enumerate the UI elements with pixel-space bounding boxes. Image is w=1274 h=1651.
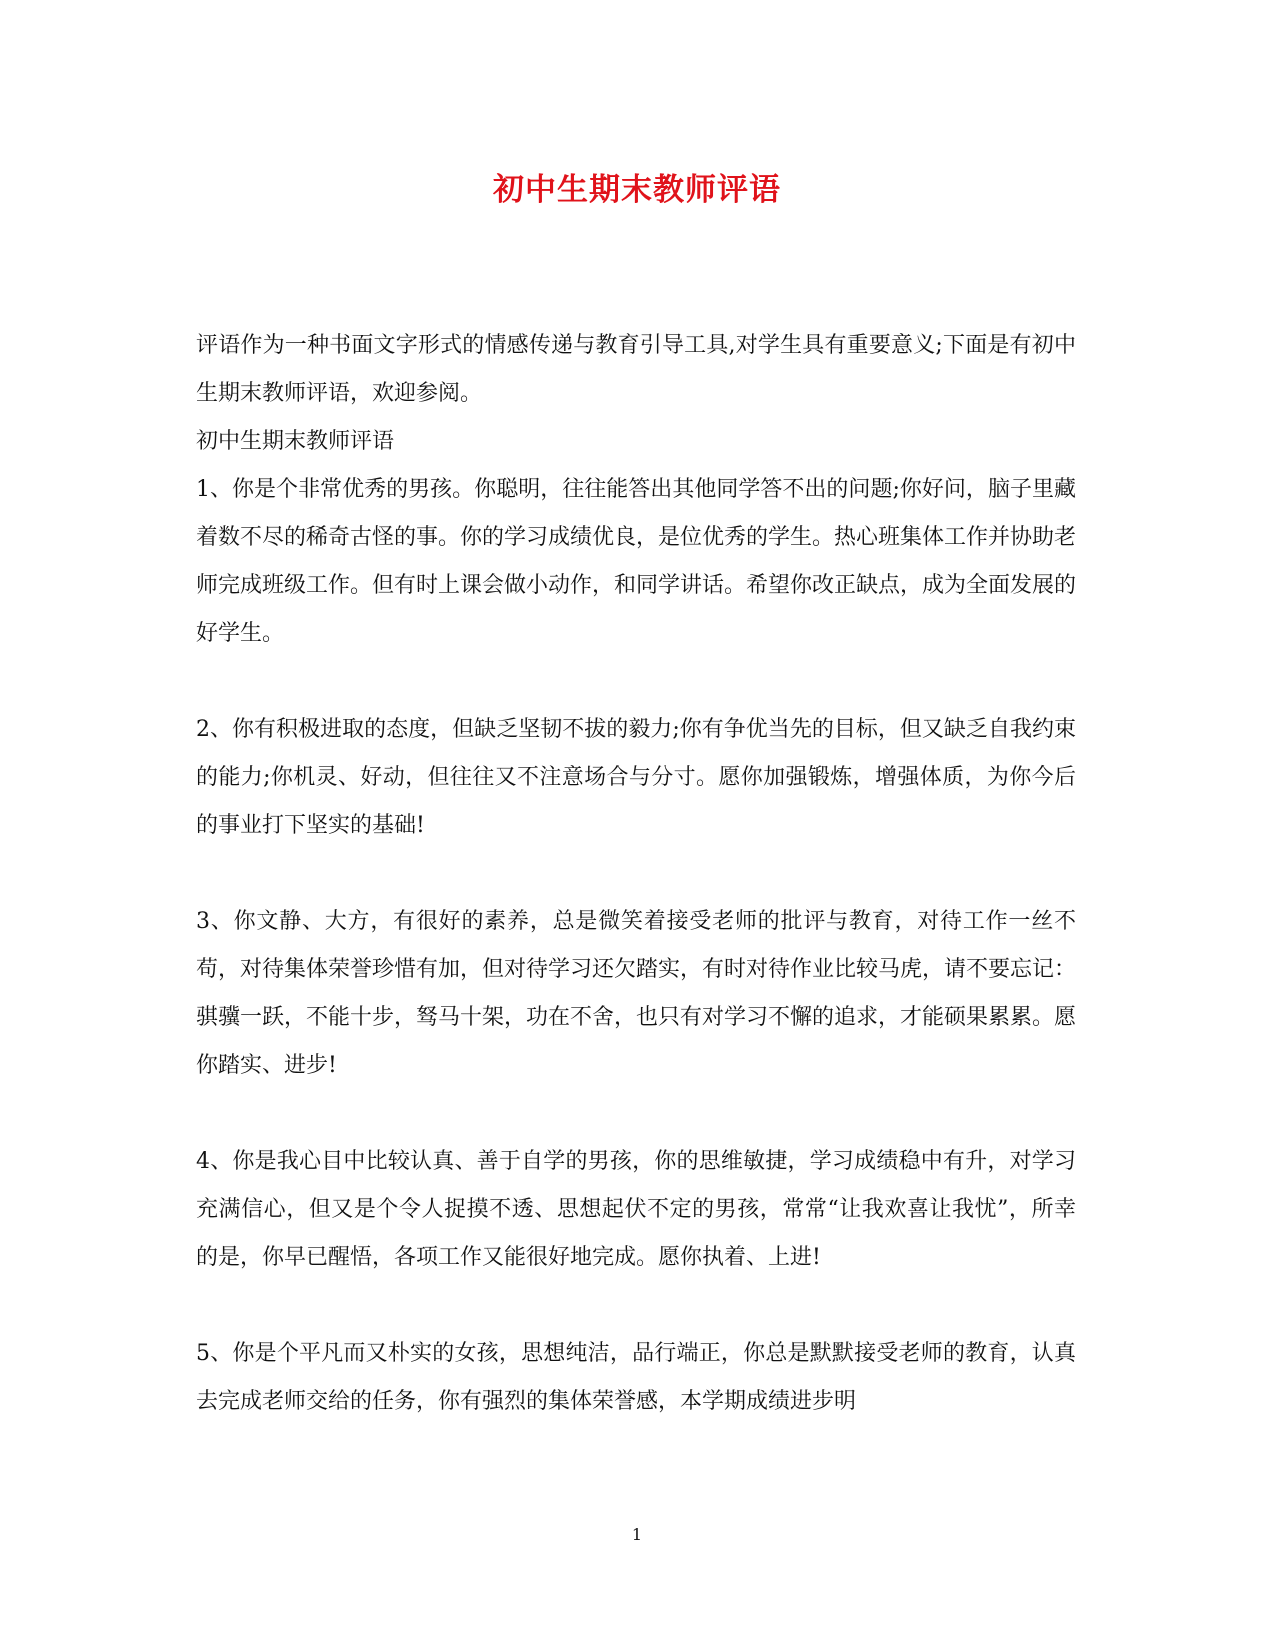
document-body <box>196 322 1076 1426</box>
paragraph-gap <box>196 850 1076 898</box>
document-title: 初中生期末教师评语 <box>493 172 781 208</box>
paragraph-gap <box>196 1282 1076 1330</box>
comment-1: 1、你是个非常优秀的男孩。你聪明，往往能答出其他同学答不出的问题;你好问，脑子里藏着数不尽的稀奇古怪的事。你的学习成绩优良，是位优秀的学生。热心班集体工作并协助老师完成班级工作。但有时上课会做小动作，和同学讲话。希望你改正缺点，成为全面发展的好学生。 <box>196 477 1077 646</box>
paragraph-gap <box>196 1090 1076 1138</box>
subheading: 初中生期末教师评语 <box>196 429 395 454</box>
intro-paragraph: 评语作为一种书面文字形式的情感传递与教育引导工具,对学生具有重要意义;下面是有初中生期末教师评语，欢迎参阅。 <box>196 333 1076 406</box>
comment-3: 3、你文静、大方，有很好的素养，总是微笑着接受老师的批评与教育，对待工作一丝不苟，对待集体荣誉珍惜有加，但对待学习还欠踏实，有时对待作业比较马虎，请不要忘记：骐骥一跃，不能十步，驽马十架，功在不舍，也只有对学习不懈的追求，才能硕果累累。愿你踏实、进步! <box>196 909 1077 1078</box>
comment-5: 5、你是个平凡而又朴实的女孩，思想纯洁，品行端正，你总是默默接受老师的教育，认真去完成老师交给的任务，你有强烈的集体荣誉感，本学期成绩进步明 <box>196 1341 1076 1414</box>
comment-2: 2、你有积极进取的态度，但缺乏坚韧不拔的毅力;你有争优当先的目标，但又缺乏自我约束的能力;你机灵、好动，但往往又不注意场合与分寸。愿你加强锻炼，增强体质，为你今后的事业打下坚实的基础! <box>196 717 1076 838</box>
page-number: 1 <box>631 1525 643 1544</box>
paragraph-gap <box>196 658 1076 706</box>
comment-4: 4、你是我心目中比较认真、善于自学的男孩，你的思维敏捷，学习成绩稳中有升，对学习充满信心，但又是个令人捉摸不透、思想起伏不定的男孩，常常“让我欢喜让我忧”，所幸的是，你早已醒悟，各项工作又能很好地完成。愿你执着、上进! <box>196 1149 1076 1270</box>
